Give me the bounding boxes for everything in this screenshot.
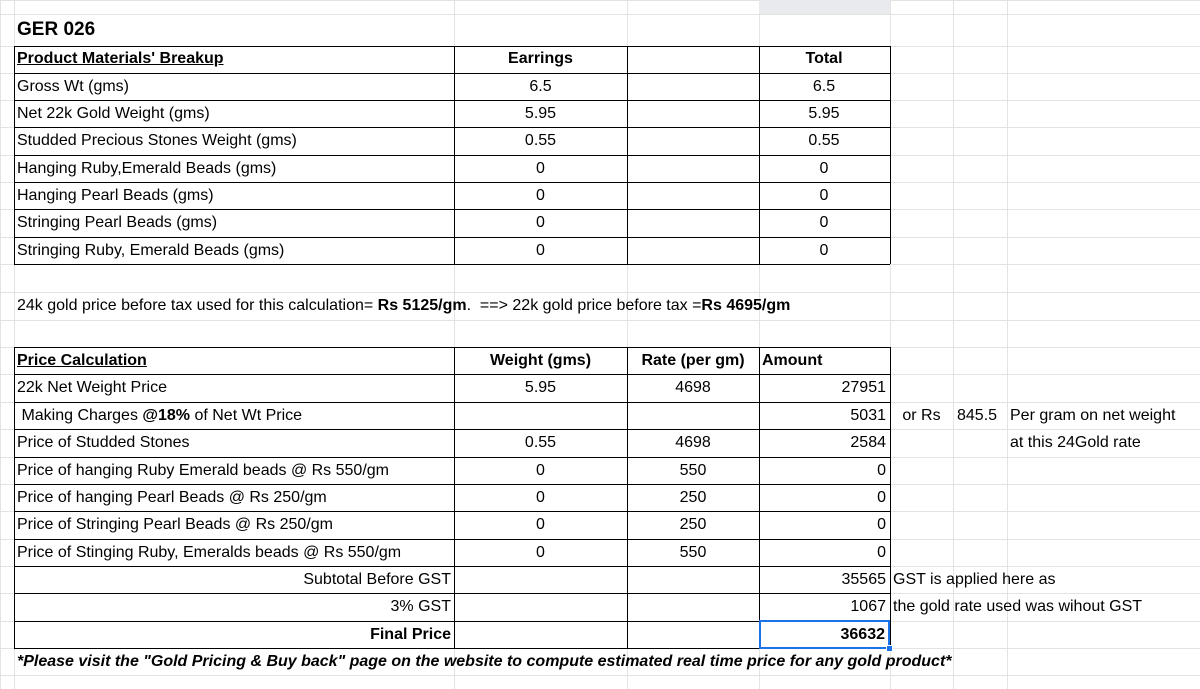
making-label-suffix: of Net Wt Price <box>190 406 303 424</box>
price-row-rate-4[interactable]: 550 <box>679 543 707 561</box>
final-price-label[interactable]: Final Price <box>370 625 451 643</box>
gst-note[interactable]: the gold rate used was wihout GST <box>893 598 1143 615</box>
gold-price-note[interactable] <box>14 292 914 320</box>
price-header-label[interactable]: Price Calculation <box>17 351 147 369</box>
price-row-label-2[interactable]: Price of hanging Pearl Beads @ Rs 250/gm <box>17 488 327 506</box>
breakup-label-5[interactable]: Stringing Pearl Beads (gms) <box>17 214 218 231</box>
net-price-amount[interactable]: 27951 <box>841 379 886 396</box>
price-row-label-3[interactable]: Price of Stringing Pearl Beads @ Rs 250/gm <box>17 516 333 533</box>
breakup-total-6[interactable]: 0 <box>819 241 829 259</box>
breakup-earrings-6[interactable]: 0 <box>536 241 545 259</box>
breakup-earrings-2[interactable]: 0.55 <box>524 132 557 149</box>
price-row-weight-4[interactable]: 0 <box>536 543 545 561</box>
breakup-total-2[interactable]: 0.55 <box>808 132 840 149</box>
breakup-total-1[interactable]: 5.95 <box>808 104 840 122</box>
gold-note-24k-price: Rs 5125/gm <box>377 297 467 314</box>
breakup-label-2[interactable]: Studded Precious Stones Weight (gms) <box>17 132 297 149</box>
final-price-amount[interactable]: 36632 <box>759 620 890 649</box>
price-header-rate[interactable]: Rate (per gm) <box>641 351 745 369</box>
price-row-amount-1[interactable]: 0 <box>877 461 886 479</box>
making-label-prefix: Making Charges <box>17 406 143 424</box>
price-row-label-1[interactable]: Price of hanging Ruby Emerald beads @ Rs 550/gm <box>17 461 389 479</box>
price-row-rate-2[interactable]: 250 <box>679 488 707 506</box>
price-row-amount-2[interactable]: 0 <box>877 488 886 506</box>
price-row-weight-2[interactable]: 0 <box>536 488 545 506</box>
breakup-earrings-3[interactable]: 0 <box>536 159 545 177</box>
making-charges-label[interactable] <box>14 402 454 429</box>
gold-note-middle: . ==> 22k gold price before tax = <box>466 297 702 314</box>
price-row-rate-3[interactable]: 250 <box>679 516 707 533</box>
price-row-weight-0[interactable]: 0.55 <box>524 434 557 451</box>
sheet-title[interactable]: GER 026 <box>17 18 96 40</box>
breakup-earrings-5[interactable]: 0 <box>536 214 545 231</box>
footnote[interactable]: *Please visit the "Gold Pricing & Buy back" page on the website to compute estimated real time price for any gold product* <box>17 652 952 670</box>
breakup-total-3[interactable]: 0 <box>819 159 829 177</box>
breakup-label-0[interactable]: Gross Wt (gms) <box>17 77 129 95</box>
making-note-value[interactable]: 845.5 <box>957 406 998 424</box>
breakup-total-0[interactable]: 6.5 <box>812 77 836 95</box>
price-row-amount-4[interactable]: 0 <box>877 543 886 561</box>
breakup-header-label[interactable]: Product Materials' Breakup <box>17 50 224 67</box>
breakup-header-earrings[interactable]: Earrings <box>508 50 573 67</box>
making-note-text[interactable]: Per gram on net weight <box>1010 406 1176 424</box>
price-header-weight[interactable]: Weight (gms) <box>489 351 592 369</box>
net-price-label[interactable]: 22k Net Weight Price <box>17 379 167 396</box>
breakup-earrings-1[interactable]: 5.95 <box>524 104 557 122</box>
gold-note-prefix: 24k gold price before tax used for this calculation= <box>17 297 378 314</box>
subtotal-note[interactable]: GST is applied here as <box>893 570 1056 588</box>
making-charges-amount[interactable]: 5031 <box>850 406 886 424</box>
price-row-rate-1[interactable]: 550 <box>679 461 707 479</box>
breakup-earrings-4[interactable]: 0 <box>536 186 545 204</box>
breakup-header-total[interactable]: Total <box>805 50 843 67</box>
breakup-total-4[interactable]: 0 <box>819 186 829 204</box>
making-note-text-2[interactable]: at this 24Gold rate <box>1010 434 1141 451</box>
price-row-amount-3[interactable]: 0 <box>877 516 886 533</box>
price-row-weight-3[interactable]: 0 <box>536 516 545 533</box>
breakup-label-6[interactable]: Stringing Ruby, Emerald Beads (gms) <box>17 241 285 259</box>
subtotal-label[interactable]: Subtotal Before GST <box>303 570 451 588</box>
price-row-label-0[interactable]: Price of Studded Stones <box>17 434 190 451</box>
price-row-rate-0[interactable]: 4698 <box>675 434 711 451</box>
gst-amount[interactable]: 1067 <box>850 598 886 615</box>
breakup-label-4[interactable]: Hanging Pearl Beads (gms) <box>17 186 214 204</box>
price-row-label-4[interactable]: Price of Stinging Ruby, Emeralds beads @ Rs 550/gm <box>17 543 402 561</box>
column-header-highlight <box>759 0 890 14</box>
gst-label[interactable]: 3% GST <box>390 598 451 615</box>
breakup-label-3[interactable]: Hanging Ruby,Emerald Beads (gms) <box>17 159 277 177</box>
net-price-weight[interactable]: 5.95 <box>524 379 557 396</box>
making-note-or[interactable]: or Rs <box>902 406 941 424</box>
breakup-earrings-0[interactable]: 6.5 <box>529 77 552 95</box>
price-row-weight-1[interactable]: 0 <box>536 461 545 479</box>
breakup-label-1[interactable]: Net 22k Gold Weight (gms) <box>17 104 210 122</box>
price-header-amount[interactable]: Amount <box>762 351 823 369</box>
price-row-amount-0[interactable]: 2584 <box>850 434 886 451</box>
gold-note-22k-price: Rs 4695/gm <box>701 297 791 314</box>
subtotal-amount[interactable]: 35565 <box>841 570 886 588</box>
breakup-total-5[interactable]: 0 <box>819 214 829 231</box>
making-label-percent: @18% <box>142 406 191 424</box>
net-price-rate[interactable]: 4698 <box>675 379 711 396</box>
